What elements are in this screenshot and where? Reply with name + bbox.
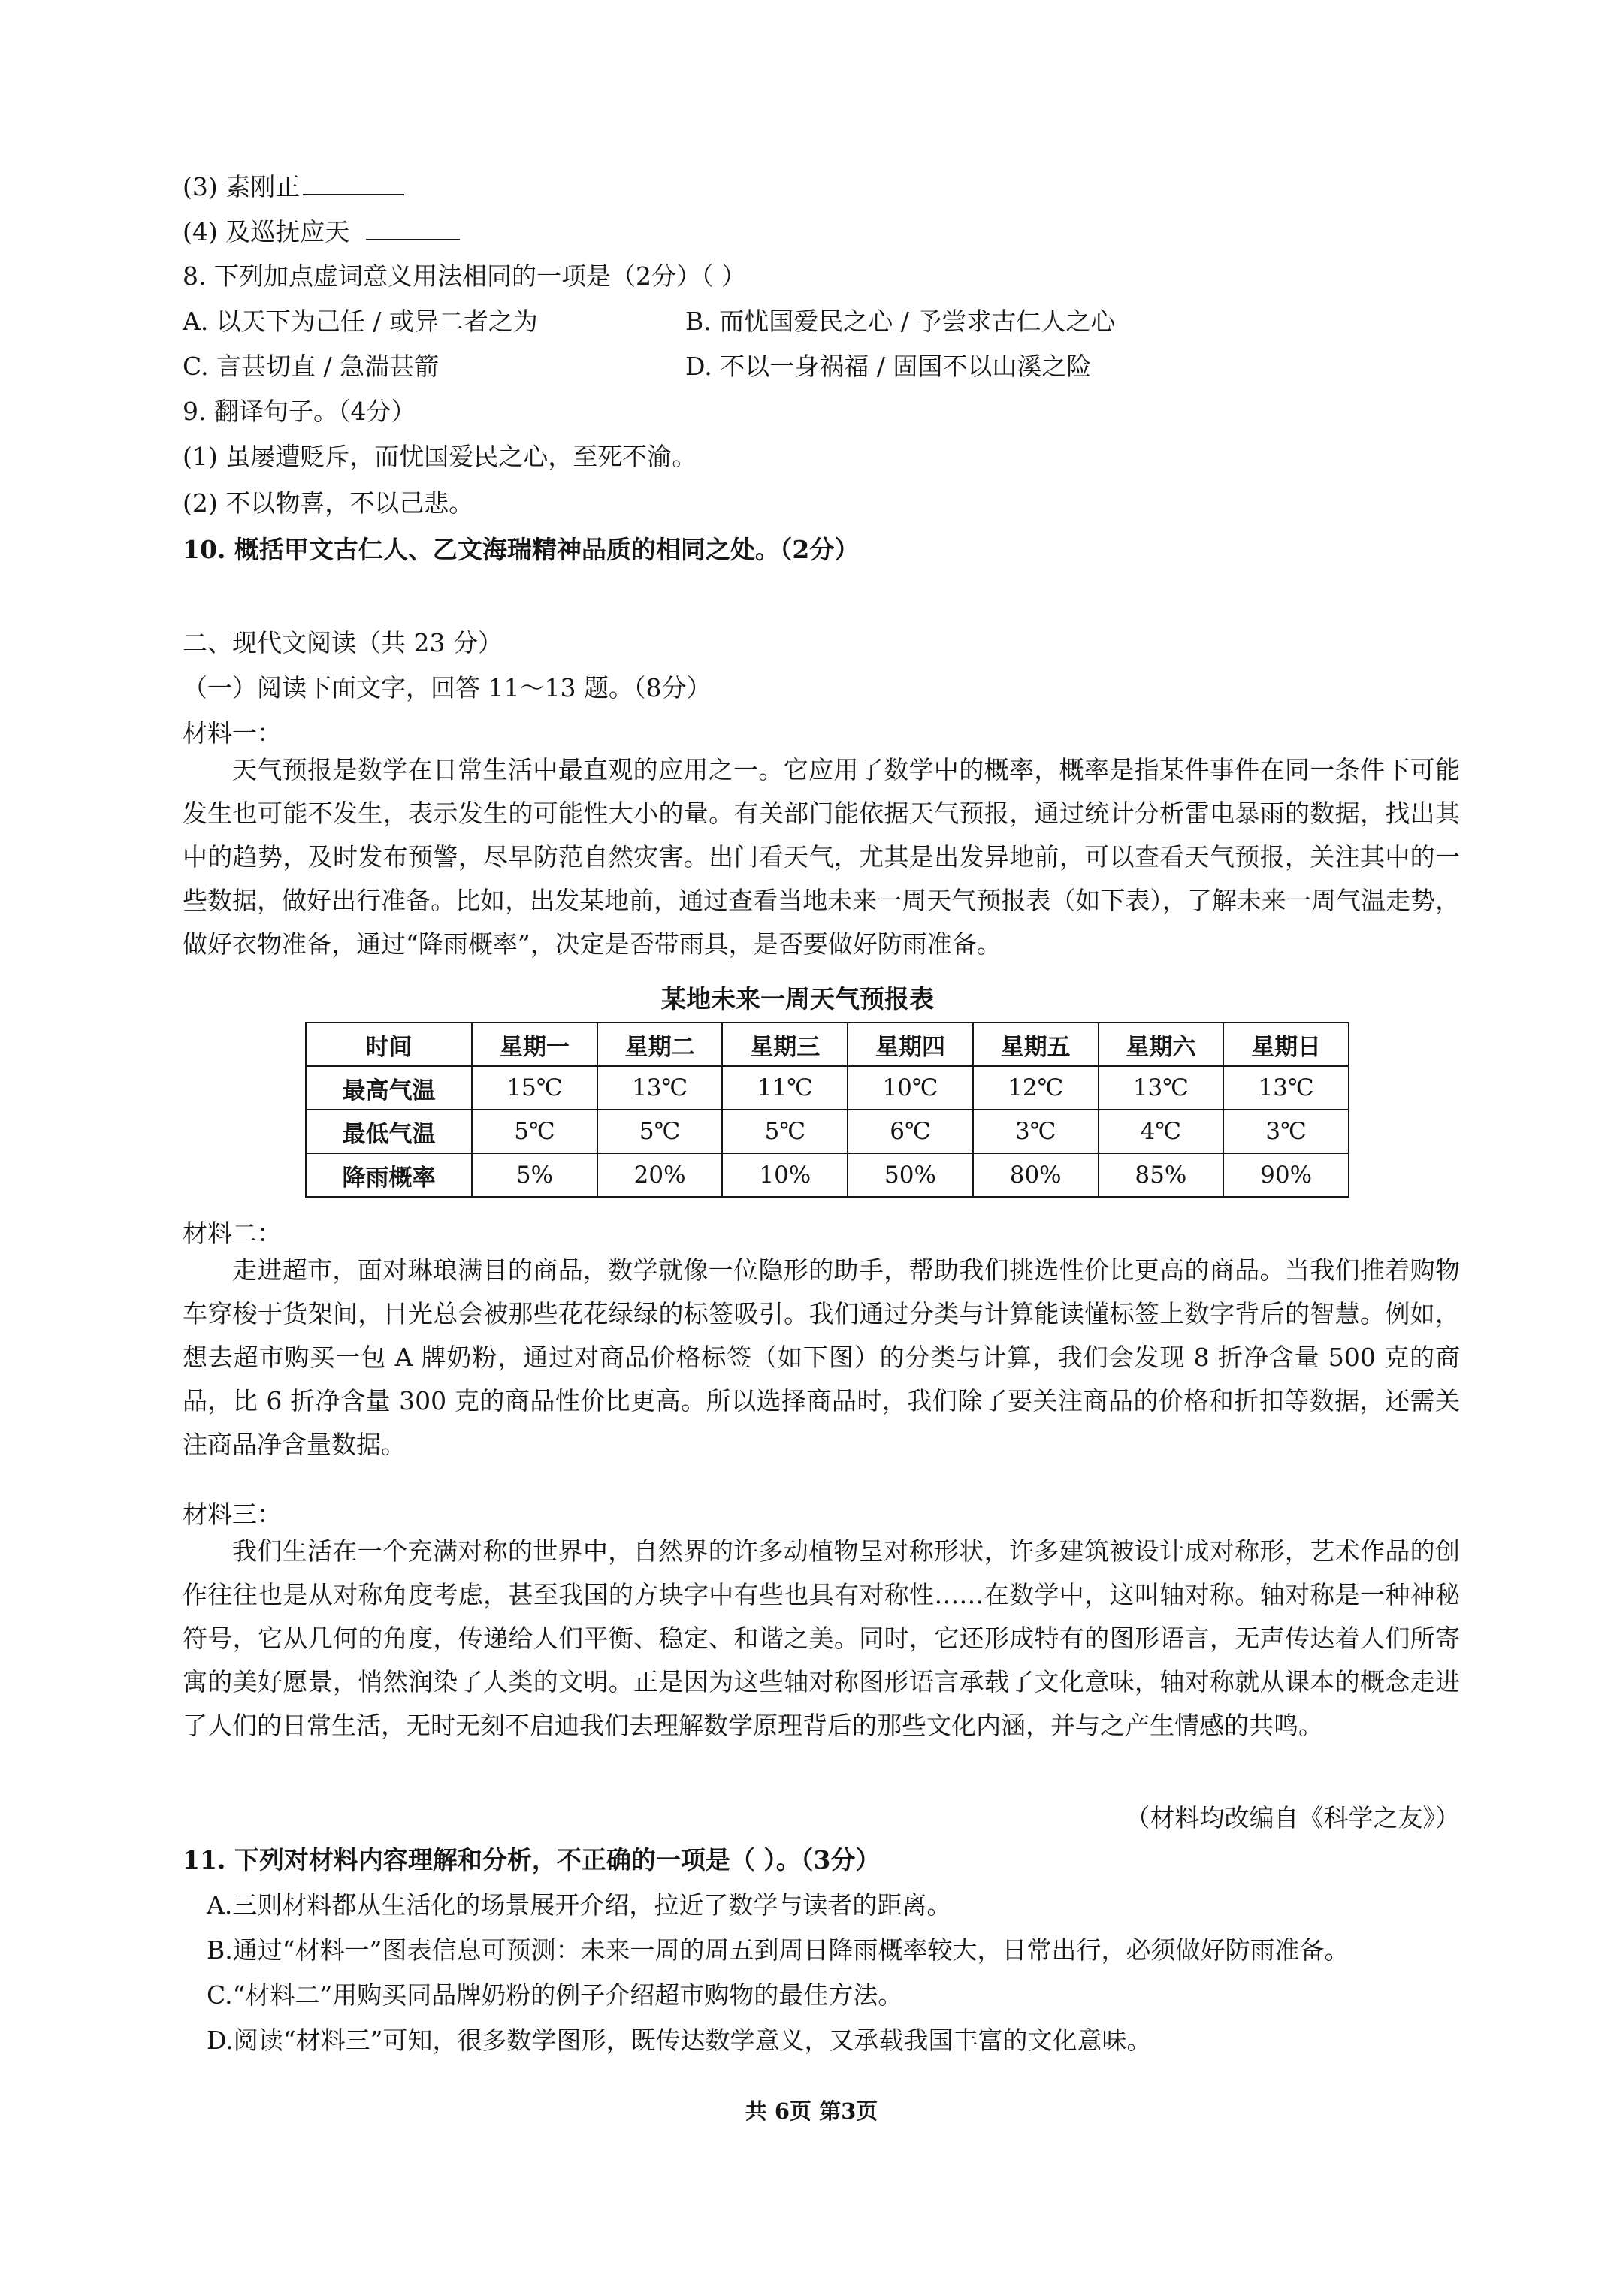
table-row (306, 1066, 1349, 1110)
table-cell: 85% (1099, 1153, 1224, 1197)
table-cell: 90% (1223, 1153, 1349, 1197)
table-cell: 11℃ (722, 1066, 848, 1110)
q11-option-b: B.通过“材料一”图表信息可预测：未来一周的周五到周日降雨概率较大，日常出行，必须做好防雨准备。 (207, 1935, 1349, 1965)
question-11: 11. 下列对材料内容理解和分析，不正确的一项是（ ）。（3分） (183, 1845, 881, 1875)
table-header-cell: 星期四 (848, 1023, 973, 1066)
table-header-cell: 星期一 (472, 1023, 597, 1066)
table-row-label: 最低气温 (306, 1110, 472, 1153)
table-row-label: 最高气温 (306, 1066, 472, 1110)
q8-option-c: C. 言甚切直 / 急湍甚箭 (183, 352, 440, 381)
table-cell: 50% (848, 1153, 973, 1197)
table-cell: 12℃ (973, 1066, 1099, 1110)
weather-forecast-table (305, 1022, 1349, 1198)
table-cell: 13℃ (1099, 1066, 1224, 1110)
table-cell: 5℃ (597, 1110, 723, 1153)
table-cell: 5℃ (722, 1110, 848, 1153)
table-cell: 3℃ (1223, 1110, 1349, 1153)
q9-sentence-1: (1) 虽屡遭贬斥，而忧国爱民之心，至死不渝。 (183, 442, 697, 471)
table-cell: 5℃ (472, 1110, 597, 1153)
table-cell: 4℃ (1099, 1110, 1224, 1153)
q7-item-4-text: (4) 及巡抚应天 (183, 217, 350, 246)
table-header-cell: 星期六 (1099, 1023, 1224, 1066)
q7-item-3-text: (3) 素刚正 (183, 172, 301, 201)
q8-option-a: A. 以天下为己任 / 或异二者之为 (183, 307, 538, 336)
material-2-paragraph: 走进超市，面对琳琅满目的商品，数学就像一位隐形的助手，帮助我们挑选性价比更高的商品。当我们推着购物车穿梭于货架间，目光总会被那些花花绿绿的标签吸引。我们通过分类与计算能读懂标签上数字背后的智慧。例如，想去超市购买一包 A 牌奶粉，通过对商品价格标签（如下图）的分类与计算，我们会发现 8 折净含量 500 克的商品，比 6 折净含量 300 克的商品性价比更高。所以选择商品时，我们除了要关注商品的价格和折扣等数据，还需关注商品净含量数据。 (183, 1255, 1460, 1459)
answer-blank (303, 171, 404, 195)
table-cell: 20% (597, 1153, 723, 1197)
table-row-label: 降雨概率 (306, 1153, 472, 1197)
table-cell: 10℃ (848, 1066, 973, 1110)
q11-option-d: D.阅读“材料三”可知，很多数学图形，既传达数学意义，又承载我国丰富的文化意味。 (207, 2026, 1152, 2055)
page-footer: 共 6页 第3页 (745, 2098, 878, 2124)
q7-item-4 (183, 216, 460, 247)
table-row (306, 1153, 1349, 1197)
material-2-heading: 材料二： (183, 1219, 282, 1248)
question-8: 8. 下列加点虚词意义用法相同的一项是（2分）（ ） (183, 261, 746, 291)
question-9: 9. 翻译句子。（4分） (183, 397, 416, 426)
table-cell: 13℃ (1223, 1066, 1349, 1110)
section-2-title: 二、现代文阅读（共 23 分） (183, 628, 503, 657)
table-cell: 15℃ (472, 1066, 597, 1110)
table-header-cell: 星期五 (973, 1023, 1099, 1066)
q9-sentence-2: (2) 不以物喜，不以己悲。 (183, 488, 474, 518)
subsection-1-title: （一）阅读下面文字，回答 11～13 题。（8分） (183, 673, 712, 702)
material-1-heading: 材料一： (183, 718, 282, 748)
table-title: 某地未来一周天气预报表 (661, 984, 934, 1014)
table-cell: 3℃ (973, 1110, 1099, 1153)
table-row (306, 1110, 1349, 1153)
answer-blank (366, 216, 460, 240)
material-3-heading: 材料三： (183, 1500, 282, 1529)
table-header-cell: 星期三 (722, 1023, 848, 1066)
material-1-paragraph: 天气预报是数学在日常生活中最直观的应用之一。它应用了数学中的概率，概率是指某件事件在同一条件下可能发生也可能不发生，表示发生的可能性大小的量。有关部门能依据天气预报，通过统计分析雷电暴雨的数据，找出其中的趋势，及时发布预警，尽早防范自然灾害。出门看天气，尤其是出发异地前，可以查看天气预报，关注其中的一些数据，做好出行准备。比如，出发某地前，通过查看当地未来一周天气预报表（如下表），了解未来一周气温走势，做好衣物准备，通过“降雨概率”，决定是否带雨具，是否要做好防雨准备。 (183, 755, 1460, 959)
q7-item-3 (183, 171, 404, 202)
question-10: 10. 概括甲文古仁人、乙文海瑞精神品质的相同之处。（2分） (183, 535, 860, 564)
q8-option-d: D. 不以一身祸福 / 固国不以山溪之险 (685, 352, 1092, 381)
material-3-paragraph: 我们生活在一个充满对称的世界中，自然界的许多动植物呈对称形状，许多建筑被设计成对称形，艺术作品的创作往往也是从对称角度考虑，甚至我国的方块字中有些也具有对称性……在数学中，这叫轴对称。轴对称是一种神秘符号，它从几何的角度，传递给人们平衡、稳定、和谐之美。同时，它还形成特有的图形语言，无声传达着人们所寄寓的美好愿景，悄然润染了人类的文明。正是因为这些轴对称图形语言承载了文化意味，轴对称就从课本的概念走进了人们的日常生活，无时无刻不启迪我们去理解数学原理背后的那些文化内涵，并与之产生情感的共鸣。 (183, 1536, 1460, 1740)
q8-option-b: B. 而忧国爱民之心 / 予尝求古仁人之心 (685, 307, 1116, 336)
table-cell: 13℃ (597, 1066, 723, 1110)
table-header-cell: 时间 (306, 1023, 472, 1066)
table-cell: 80% (973, 1153, 1099, 1197)
table-cell: 6℃ (848, 1110, 973, 1153)
q11-option-c: C.“材料二”用购买同品牌奶粉的例子介绍超市购物的最佳方法。 (207, 1980, 903, 2010)
table-header-cell: 星期日 (1223, 1023, 1349, 1066)
table-header-cell: 星期二 (597, 1023, 723, 1066)
source-note: （材料均改编自《科学之友》） (1125, 1803, 1460, 1832)
q11-option-a: A.三则材料都从生活化的场景展开介绍，拉近了数学与读者的距离。 (207, 1890, 952, 1920)
table-cell: 5% (472, 1153, 597, 1197)
table-cell: 10% (722, 1153, 848, 1197)
table-header-row (306, 1023, 1349, 1066)
